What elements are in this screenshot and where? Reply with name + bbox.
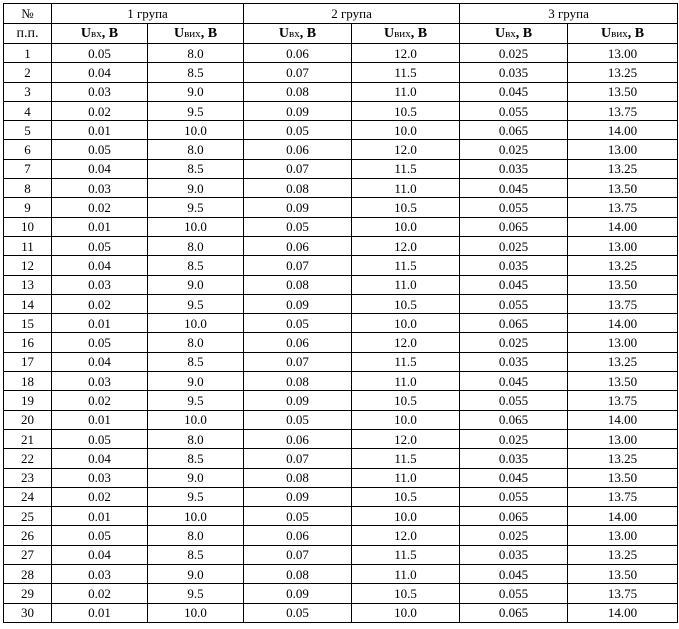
- row-number-cell: 28: [4, 565, 52, 584]
- row-number-cell: 6: [4, 140, 52, 159]
- group-1-u-in-cell: 0.04: [52, 545, 148, 564]
- group-1-u-in-cell: 0.05: [52, 333, 148, 352]
- table-row: [4, 101, 678, 120]
- table-row: [4, 275, 678, 294]
- group-2-u-out-cell: 11.5: [352, 159, 460, 178]
- table-body: [4, 44, 678, 623]
- group-1-u-out-cell: 8.0: [148, 236, 244, 255]
- group-1-u-in-cell: 0.03: [52, 82, 148, 101]
- group-1-u-in-cell: 0.04: [52, 256, 148, 275]
- group-2-u-out-cell: 10.0: [352, 507, 460, 526]
- group-3-u-in-cell: 0.065: [460, 314, 568, 333]
- group-1-u-in-cell: 0.03: [52, 179, 148, 198]
- row-number-cell: 9: [4, 198, 52, 217]
- row-number-cell: 29: [4, 584, 52, 603]
- group-1-u-in-cell: 0.01: [52, 217, 148, 236]
- table-row: [4, 63, 678, 82]
- table-row: [4, 410, 678, 429]
- group-1-u-in-cell: 0.05: [52, 140, 148, 159]
- group-2-u-in-cell: 0.09: [244, 391, 352, 410]
- table-row: [4, 82, 678, 101]
- group-1-u-in-cell: 0.05: [52, 236, 148, 255]
- group-3-u-in-cell: 0.035: [460, 63, 568, 82]
- group-2-u-out-cell: 12.0: [352, 140, 460, 159]
- group-2-u-out-header: Uвих, В: [352, 24, 460, 44]
- group-3-u-out-cell: 14.00: [568, 507, 678, 526]
- group-3-u-in-cell: 0.045: [460, 275, 568, 294]
- group-2-u-out-cell: 10.5: [352, 198, 460, 217]
- group-3-u-in-cell: 0.055: [460, 487, 568, 506]
- table-row: [4, 256, 678, 275]
- group-3-u-out-cell: 13.25: [568, 256, 678, 275]
- table-row: [4, 44, 678, 63]
- group-3-u-in-cell: 0.065: [460, 410, 568, 429]
- group-3-u-out-cell: 13.50: [568, 179, 678, 198]
- group-1-u-out-cell: 9.0: [148, 372, 244, 391]
- group-2-u-in-cell: 0.07: [244, 352, 352, 371]
- group-1-u-out-cell: 8.5: [148, 159, 244, 178]
- group-3-u-out-cell: 13.75: [568, 584, 678, 603]
- group-1-u-in-cell: 0.01: [52, 314, 148, 333]
- group-3-u-in-cell: 0.035: [460, 256, 568, 275]
- group-3-u-out-cell: 13.25: [568, 63, 678, 82]
- group-1-u-out-cell: 9.5: [148, 487, 244, 506]
- row-number-header-top: №: [4, 4, 52, 24]
- group-1-u-in-cell: 0.02: [52, 198, 148, 217]
- group-3-u-out-cell: 13.00: [568, 236, 678, 255]
- header-row-groups: [4, 4, 678, 24]
- group-2-u-out-cell: 12.0: [352, 236, 460, 255]
- group-1-u-out-cell: 10.0: [148, 507, 244, 526]
- table-row: [4, 294, 678, 313]
- group-2-u-in-cell: 0.08: [244, 372, 352, 391]
- group-3-u-out-cell: 13.50: [568, 372, 678, 391]
- table-row: [4, 179, 678, 198]
- table-row: [4, 140, 678, 159]
- group-1-u-in-cell: 0.02: [52, 487, 148, 506]
- group-2-u-out-cell: 10.0: [352, 314, 460, 333]
- table-row: [4, 121, 678, 140]
- group-1-u-in-cell: 0.05: [52, 526, 148, 545]
- group-2-u-in-cell: 0.08: [244, 565, 352, 584]
- row-number-cell: 10: [4, 217, 52, 236]
- group-3-u-out-cell: 13.00: [568, 44, 678, 63]
- group-3-u-in-cell: 0.065: [460, 217, 568, 236]
- row-number-cell: 3: [4, 82, 52, 101]
- group-3-u-out-cell: 13.00: [568, 140, 678, 159]
- group-2-u-in-cell: 0.05: [244, 507, 352, 526]
- table-row: [4, 487, 678, 506]
- group-1-u-out-cell: 9.5: [148, 198, 244, 217]
- group-2-u-out-cell: 10.0: [352, 217, 460, 236]
- group-2-u-out-cell: 10.5: [352, 391, 460, 410]
- group-1-u-out-cell: 8.5: [148, 352, 244, 371]
- group-1-u-in-cell: 0.02: [52, 391, 148, 410]
- row-number-cell: 18: [4, 372, 52, 391]
- group-2-u-in-cell: 0.06: [244, 333, 352, 352]
- group-3-u-in-cell: 0.065: [460, 603, 568, 622]
- group-3-u-in-cell: 0.055: [460, 101, 568, 120]
- group-2-u-in-cell: 0.08: [244, 275, 352, 294]
- group-2-u-out-cell: 10.5: [352, 584, 460, 603]
- table-row: [4, 584, 678, 603]
- group-3-u-in-cell: 0.065: [460, 507, 568, 526]
- group-2-u-in-cell: 0.07: [244, 63, 352, 82]
- group-1-u-in-cell: 0.01: [52, 507, 148, 526]
- group-2-u-out-cell: 10.5: [352, 294, 460, 313]
- group-3-u-in-cell: 0.025: [460, 44, 568, 63]
- group-1-u-in-cell: 0.01: [52, 603, 148, 622]
- group-3-u-in-cell: 0.065: [460, 121, 568, 140]
- group-1-u-out-cell: 8.0: [148, 333, 244, 352]
- table-row: [4, 545, 678, 564]
- group-1-u-out-cell: 9.0: [148, 82, 244, 101]
- group-3-u-out-cell: 14.00: [568, 410, 678, 429]
- group-2-u-in-cell: 0.09: [244, 101, 352, 120]
- group-3-u-in-cell: 0.055: [460, 584, 568, 603]
- group-2-u-in-cell: 0.09: [244, 487, 352, 506]
- row-number-cell: 24: [4, 487, 52, 506]
- group-1-u-out-cell: 8.5: [148, 256, 244, 275]
- table-row: [4, 352, 678, 371]
- table-row: [4, 526, 678, 545]
- group-3-u-in-cell: 0.055: [460, 391, 568, 410]
- group-1-u-out-cell: 9.0: [148, 468, 244, 487]
- group-2-u-out-cell: 11.0: [352, 179, 460, 198]
- table-row: [4, 449, 678, 468]
- group-1-u-in-cell: 0.05: [52, 429, 148, 448]
- table-row: [4, 507, 678, 526]
- group-1-u-out-cell: 9.5: [148, 391, 244, 410]
- group-2-u-in-cell: 0.07: [244, 159, 352, 178]
- group-3-u-out-cell: 13.25: [568, 352, 678, 371]
- row-number-cell: 4: [4, 101, 52, 120]
- group-3-u-out-cell: 14.00: [568, 603, 678, 622]
- group-2-u-out-cell: 10.0: [352, 410, 460, 429]
- group-2-u-out-cell: 12.0: [352, 333, 460, 352]
- group-3-u-out-cell: 13.75: [568, 487, 678, 506]
- group-1-u-in-cell: 0.01: [52, 410, 148, 429]
- row-number-cell: 16: [4, 333, 52, 352]
- group-3-u-out-header: Uвих, В: [568, 24, 678, 44]
- group-2-u-in-cell: 0.09: [244, 198, 352, 217]
- group-1-u-out-cell: 8.0: [148, 140, 244, 159]
- group-1-u-out-cell: 10.0: [148, 603, 244, 622]
- group-3-u-out-cell: 13.50: [568, 565, 678, 584]
- group-1-header: 1 група: [52, 4, 244, 24]
- row-number-cell: 7: [4, 159, 52, 178]
- group-3-u-in-cell: 0.045: [460, 82, 568, 101]
- group-1-u-out-cell: 8.0: [148, 429, 244, 448]
- measurement-table: [3, 3, 678, 623]
- group-1-u-in-cell: 0.04: [52, 63, 148, 82]
- group-1-u-in-cell: 0.03: [52, 468, 148, 487]
- group-2-u-out-cell: 10.5: [352, 101, 460, 120]
- group-1-u-out-cell: 9.5: [148, 101, 244, 120]
- group-2-u-in-cell: 0.07: [244, 545, 352, 564]
- row-number-cell: 25: [4, 507, 52, 526]
- row-number-cell: 2: [4, 63, 52, 82]
- group-2-u-in-cell: 0.06: [244, 526, 352, 545]
- group-1-u-out-cell: 10.0: [148, 410, 244, 429]
- group-3-u-out-cell: 14.00: [568, 217, 678, 236]
- group-2-u-out-cell: 10.0: [352, 603, 460, 622]
- group-3-u-in-cell: 0.055: [460, 198, 568, 217]
- row-number-cell: 27: [4, 545, 52, 564]
- group-1-u-out-cell: 8.0: [148, 526, 244, 545]
- group-2-u-in-cell: 0.09: [244, 294, 352, 313]
- table-row: [4, 565, 678, 584]
- group-2-u-out-cell: 12.0: [352, 526, 460, 545]
- row-number-cell: 14: [4, 294, 52, 313]
- group-3-u-in-cell: 0.035: [460, 159, 568, 178]
- group-2-u-in-cell: 0.08: [244, 468, 352, 487]
- table-row: [4, 429, 678, 448]
- group-2-u-out-cell: 10.0: [352, 121, 460, 140]
- table-row: [4, 372, 678, 391]
- group-2-u-in-cell: 0.05: [244, 410, 352, 429]
- group-2-header: 2 група: [244, 4, 460, 24]
- group-1-u-out-cell: 9.0: [148, 275, 244, 294]
- group-1-u-in-cell: 0.03: [52, 275, 148, 294]
- group-2-u-out-cell: 11.5: [352, 63, 460, 82]
- group-3-u-in-cell: 0.025: [460, 429, 568, 448]
- table-row: [4, 198, 678, 217]
- group-1-u-out-cell: 10.0: [148, 217, 244, 236]
- group-3-u-in-header: Uвх, В: [460, 24, 568, 44]
- group-3-u-out-cell: 13.00: [568, 526, 678, 545]
- group-2-u-in-cell: 0.06: [244, 140, 352, 159]
- group-3-u-out-cell: 13.50: [568, 275, 678, 294]
- group-3-u-out-cell: 13.25: [568, 545, 678, 564]
- group-2-u-in-cell: 0.06: [244, 236, 352, 255]
- group-2-u-out-cell: 12.0: [352, 44, 460, 63]
- group-1-u-out-cell: 8.0: [148, 44, 244, 63]
- table-row: [4, 314, 678, 333]
- group-1-u-out-cell: 10.0: [148, 121, 244, 140]
- table-row: [4, 236, 678, 255]
- row-number-cell: 1: [4, 44, 52, 63]
- row-number-cell: 22: [4, 449, 52, 468]
- table-row: [4, 217, 678, 236]
- row-number-cell: 30: [4, 603, 52, 622]
- group-3-u-in-cell: 0.045: [460, 372, 568, 391]
- group-1-u-in-header: Uвх, В: [52, 24, 148, 44]
- group-1-u-out-cell: 8.5: [148, 449, 244, 468]
- group-1-u-out-header: Uвих, В: [148, 24, 244, 44]
- group-1-u-out-cell: 9.5: [148, 584, 244, 603]
- group-1-u-in-cell: 0.03: [52, 372, 148, 391]
- group-2-u-in-cell: 0.05: [244, 217, 352, 236]
- row-number-cell: 5: [4, 121, 52, 140]
- group-1-u-out-cell: 10.0: [148, 314, 244, 333]
- group-2-u-in-cell: 0.06: [244, 44, 352, 63]
- group-1-u-in-cell: 0.04: [52, 449, 148, 468]
- group-3-u-out-cell: 13.75: [568, 391, 678, 410]
- group-2-u-in-cell: 0.09: [244, 584, 352, 603]
- group-3-u-in-cell: 0.025: [460, 333, 568, 352]
- row-number-header-bottom: п.п.: [4, 24, 52, 44]
- group-2-u-out-cell: 12.0: [352, 429, 460, 448]
- group-3-u-out-cell: 13.50: [568, 82, 678, 101]
- group-3-u-in-cell: 0.035: [460, 352, 568, 371]
- group-2-u-in-header: Uвх, В: [244, 24, 352, 44]
- group-1-u-in-cell: 0.02: [52, 584, 148, 603]
- group-3-u-out-cell: 13.25: [568, 159, 678, 178]
- group-1-u-out-cell: 9.0: [148, 565, 244, 584]
- group-2-u-out-cell: 11.0: [352, 275, 460, 294]
- group-2-u-out-cell: 11.0: [352, 468, 460, 487]
- group-1-u-in-cell: 0.02: [52, 101, 148, 120]
- group-2-u-out-cell: 11.5: [352, 352, 460, 371]
- row-number-cell: 23: [4, 468, 52, 487]
- group-2-u-out-cell: 11.0: [352, 565, 460, 584]
- group-3-u-out-cell: 14.00: [568, 314, 678, 333]
- row-number-cell: 20: [4, 410, 52, 429]
- group-2-u-in-cell: 0.07: [244, 256, 352, 275]
- group-2-u-out-cell: 11.0: [352, 372, 460, 391]
- group-1-u-out-cell: 8.5: [148, 545, 244, 564]
- group-2-u-in-cell: 0.08: [244, 82, 352, 101]
- row-number-cell: 19: [4, 391, 52, 410]
- row-number-cell: 21: [4, 429, 52, 448]
- table-row: [4, 391, 678, 410]
- group-3-header: 3 група: [460, 4, 678, 24]
- table-row: [4, 468, 678, 487]
- group-2-u-in-cell: 0.06: [244, 429, 352, 448]
- group-1-u-in-cell: 0.04: [52, 352, 148, 371]
- group-3-u-out-cell: 13.25: [568, 449, 678, 468]
- group-2-u-in-cell: 0.07: [244, 449, 352, 468]
- group-2-u-in-cell: 0.08: [244, 179, 352, 198]
- row-number-cell: 11: [4, 236, 52, 255]
- group-3-u-in-cell: 0.045: [460, 179, 568, 198]
- group-1-u-in-cell: 0.02: [52, 294, 148, 313]
- table-row: [4, 159, 678, 178]
- group-2-u-out-cell: 11.5: [352, 256, 460, 275]
- row-number-cell: 17: [4, 352, 52, 371]
- header-row-columns: [4, 24, 678, 44]
- table-row: [4, 603, 678, 622]
- group-3-u-out-cell: 13.75: [568, 101, 678, 120]
- group-1-u-in-cell: 0.03: [52, 565, 148, 584]
- group-3-u-in-cell: 0.055: [460, 294, 568, 313]
- group-3-u-in-cell: 0.045: [460, 468, 568, 487]
- group-1-u-out-cell: 9.0: [148, 179, 244, 198]
- group-2-u-out-cell: 11.5: [352, 545, 460, 564]
- group-2-u-out-cell: 10.5: [352, 487, 460, 506]
- row-number-cell: 13: [4, 275, 52, 294]
- group-3-u-in-cell: 0.035: [460, 545, 568, 564]
- group-3-u-in-cell: 0.035: [460, 449, 568, 468]
- row-number-cell: 8: [4, 179, 52, 198]
- group-3-u-in-cell: 0.025: [460, 236, 568, 255]
- row-number-cell: 26: [4, 526, 52, 545]
- group-3-u-out-cell: 13.75: [568, 198, 678, 217]
- group-3-u-out-cell: 13.75: [568, 294, 678, 313]
- group-3-u-out-cell: 13.00: [568, 429, 678, 448]
- row-number-cell: 12: [4, 256, 52, 275]
- group-1-u-in-cell: 0.05: [52, 44, 148, 63]
- group-3-u-out-cell: 13.50: [568, 468, 678, 487]
- table-row: [4, 333, 678, 352]
- group-1-u-in-cell: 0.01: [52, 121, 148, 140]
- group-1-u-in-cell: 0.04: [52, 159, 148, 178]
- group-3-u-in-cell: 0.025: [460, 140, 568, 159]
- group-3-u-out-cell: 13.00: [568, 333, 678, 352]
- group-1-u-out-cell: 9.5: [148, 294, 244, 313]
- group-2-u-in-cell: 0.05: [244, 121, 352, 140]
- group-3-u-in-cell: 0.025: [460, 526, 568, 545]
- group-3-u-in-cell: 0.045: [460, 565, 568, 584]
- group-1-u-out-cell: 8.5: [148, 63, 244, 82]
- table-header: [4, 4, 678, 44]
- group-2-u-in-cell: 0.05: [244, 314, 352, 333]
- group-2-u-in-cell: 0.05: [244, 603, 352, 622]
- group-2-u-out-cell: 11.0: [352, 82, 460, 101]
- group-3-u-out-cell: 14.00: [568, 121, 678, 140]
- group-2-u-out-cell: 11.5: [352, 449, 460, 468]
- row-number-cell: 15: [4, 314, 52, 333]
